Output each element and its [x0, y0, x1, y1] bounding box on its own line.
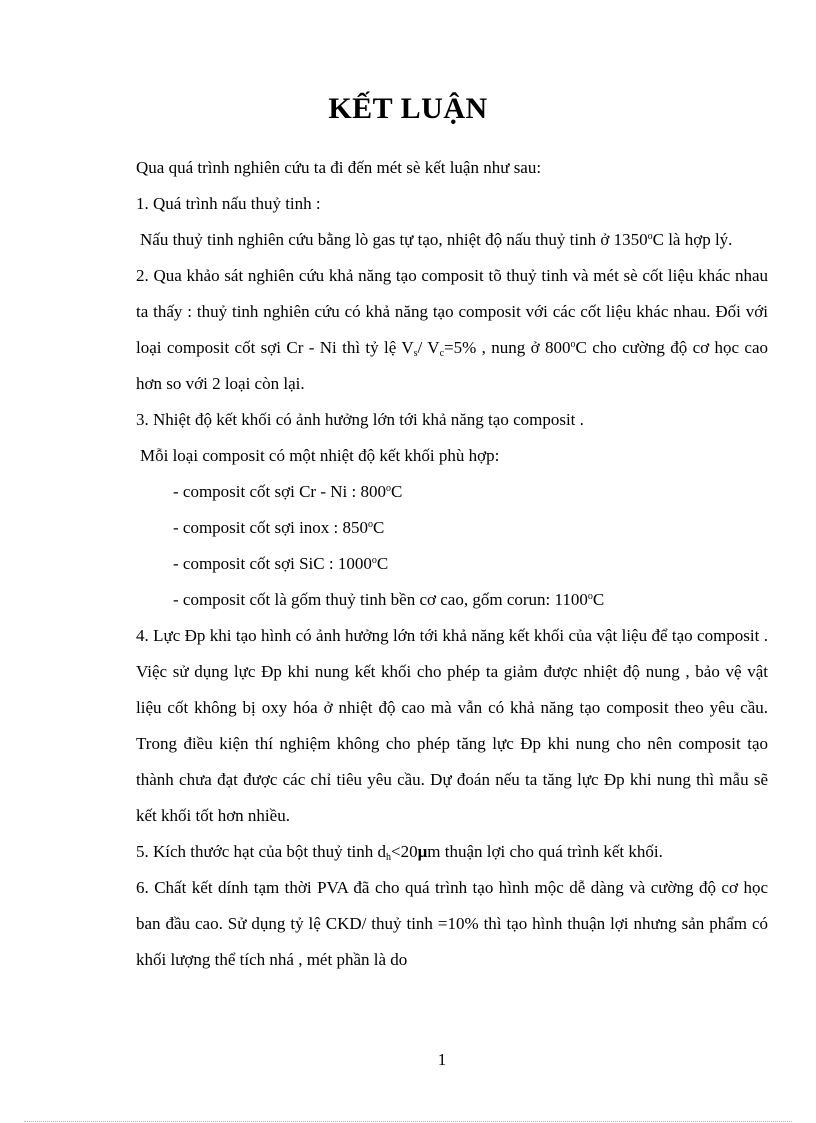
- section-4-paragraph: 4. Lực Đp khi tạo hình có ảnh hưởng lớn tới khả năng kết khối của vật liệu để tạo composit . Việc sử dụng lực Đp khi nung kết khối cho phép ta giảm được nhiệt độ nung , bảo vệ vật liệu cốt không bị oxy hóa ở nhiệt độ cao mà vẫn có khả năng tạo composit theo yêu cầu. Trong điều kiện thí nghiệm không cho phép tăng lực Đp khi nung cho nên composit tạo thành chưa đạt được các chỉ tiêu yêu cầu. Dự đoán nếu ta tăng lực Đp khi nung thì mẫu sẽ kết khối tốt hơn nhiều.: [136, 626, 768, 825]
- list-item-text: - composit cốt sợi Cr - Ni : 800: [173, 482, 386, 501]
- micro-symbol: μ: [417, 842, 428, 861]
- subscript-h: h: [386, 852, 392, 863]
- degree-symbol: o: [587, 591, 593, 602]
- subscript-s: s: [413, 348, 418, 359]
- list-item-unit: C: [373, 518, 385, 537]
- section-5-paragraph: [136, 834, 768, 870]
- degree-symbol: o: [385, 483, 391, 494]
- section-6-paragraph: 6. Chất kết dính tạm thời PVA đã cho quá trình tạo hình mộc dễ dàng và cường độ cơ học ban đầu cao. Sử dụng tỷ lệ CKD/ thuỷ tinh =10% thì tạo hình thuận lợi nhưng sản phẩm có khối lượng thể tích nhá , mét phần là do: [136, 878, 768, 969]
- degree-symbol: o: [371, 555, 377, 566]
- list-item: [136, 582, 768, 618]
- list-item: [136, 546, 768, 582]
- list-item: [136, 510, 768, 546]
- subscript-c: c: [439, 348, 445, 359]
- document-body: [136, 150, 768, 978]
- list-item-unit: C: [376, 554, 389, 573]
- section-5-text-a: 5. Kích thước hạt của bột thuỷ tinh d: [136, 842, 387, 861]
- degree-symbol: o: [570, 339, 576, 350]
- section-2-text-a: 2. Qua khảo sát nghiên cứu khả năng tạo composit tõ thuỷ tinh và mét sè cốt liệu khác nhau ta thấy : thuỷ tinh nghiên cứu có khả năng tạo composit với các cốt liệu khác nhau. Đối với loại composit cốt sợi Cr - Ni thì tỷ lệ V: [136, 266, 768, 357]
- section-2-text-b: / V: [417, 338, 440, 357]
- section-1-heading: 1. Quá trình nấu thuỷ tinh :: [136, 194, 321, 213]
- section-3-intro: Mỗi loại composit có một nhiệt độ kết khối phù hợp:: [140, 446, 500, 465]
- section-1-body: [136, 222, 768, 258]
- temperature-list: [136, 474, 768, 618]
- page-title: KẾT LUẬN: [328, 92, 488, 125]
- section-2-text-d: C cho cường độ cơ học cao hơn so với 2 loại còn lại.: [136, 338, 768, 393]
- section-1-body-text: Nấu thuỷ tinh nghiên cứu bằng lò gas tự tạo, nhiệt độ nấu thuỷ tinh ở 1350: [140, 230, 648, 249]
- section-3-heading: 3. Nhiệt độ kết khối có ảnh hưởng lớn tới khả năng tạo composit .: [136, 410, 584, 429]
- degree-symbol: o: [368, 519, 374, 530]
- page-number: 1: [437, 1050, 447, 1069]
- section-2-text-c: =5% , nung ở 800: [444, 338, 571, 357]
- section-5-text-b: <20: [391, 842, 418, 861]
- degree-symbol: o: [647, 231, 653, 242]
- list-item-unit: C: [592, 590, 605, 609]
- page-bottom-divider: [24, 1121, 792, 1122]
- list-item-text: - composit cốt sợi SiC : 1000: [173, 554, 372, 573]
- section-5-text-c: m thuận lợi cho quá trình kết khối.: [427, 842, 663, 861]
- list-item-text: - composit cốt là gốm thuỷ tinh bền cơ cao, gốm corun: 1100: [173, 590, 588, 609]
- section-1-body-end: C là hợp lý.: [652, 230, 733, 249]
- section-2-paragraph: [136, 258, 768, 402]
- list-item-unit: C: [390, 482, 403, 501]
- list-item: [136, 474, 768, 510]
- list-item-text: - composit cốt sợi inox : 850: [173, 518, 369, 537]
- intro-paragraph: Qua quá trình nghiên cứu ta đi đến mét sè kết luận như sau:: [136, 158, 542, 177]
